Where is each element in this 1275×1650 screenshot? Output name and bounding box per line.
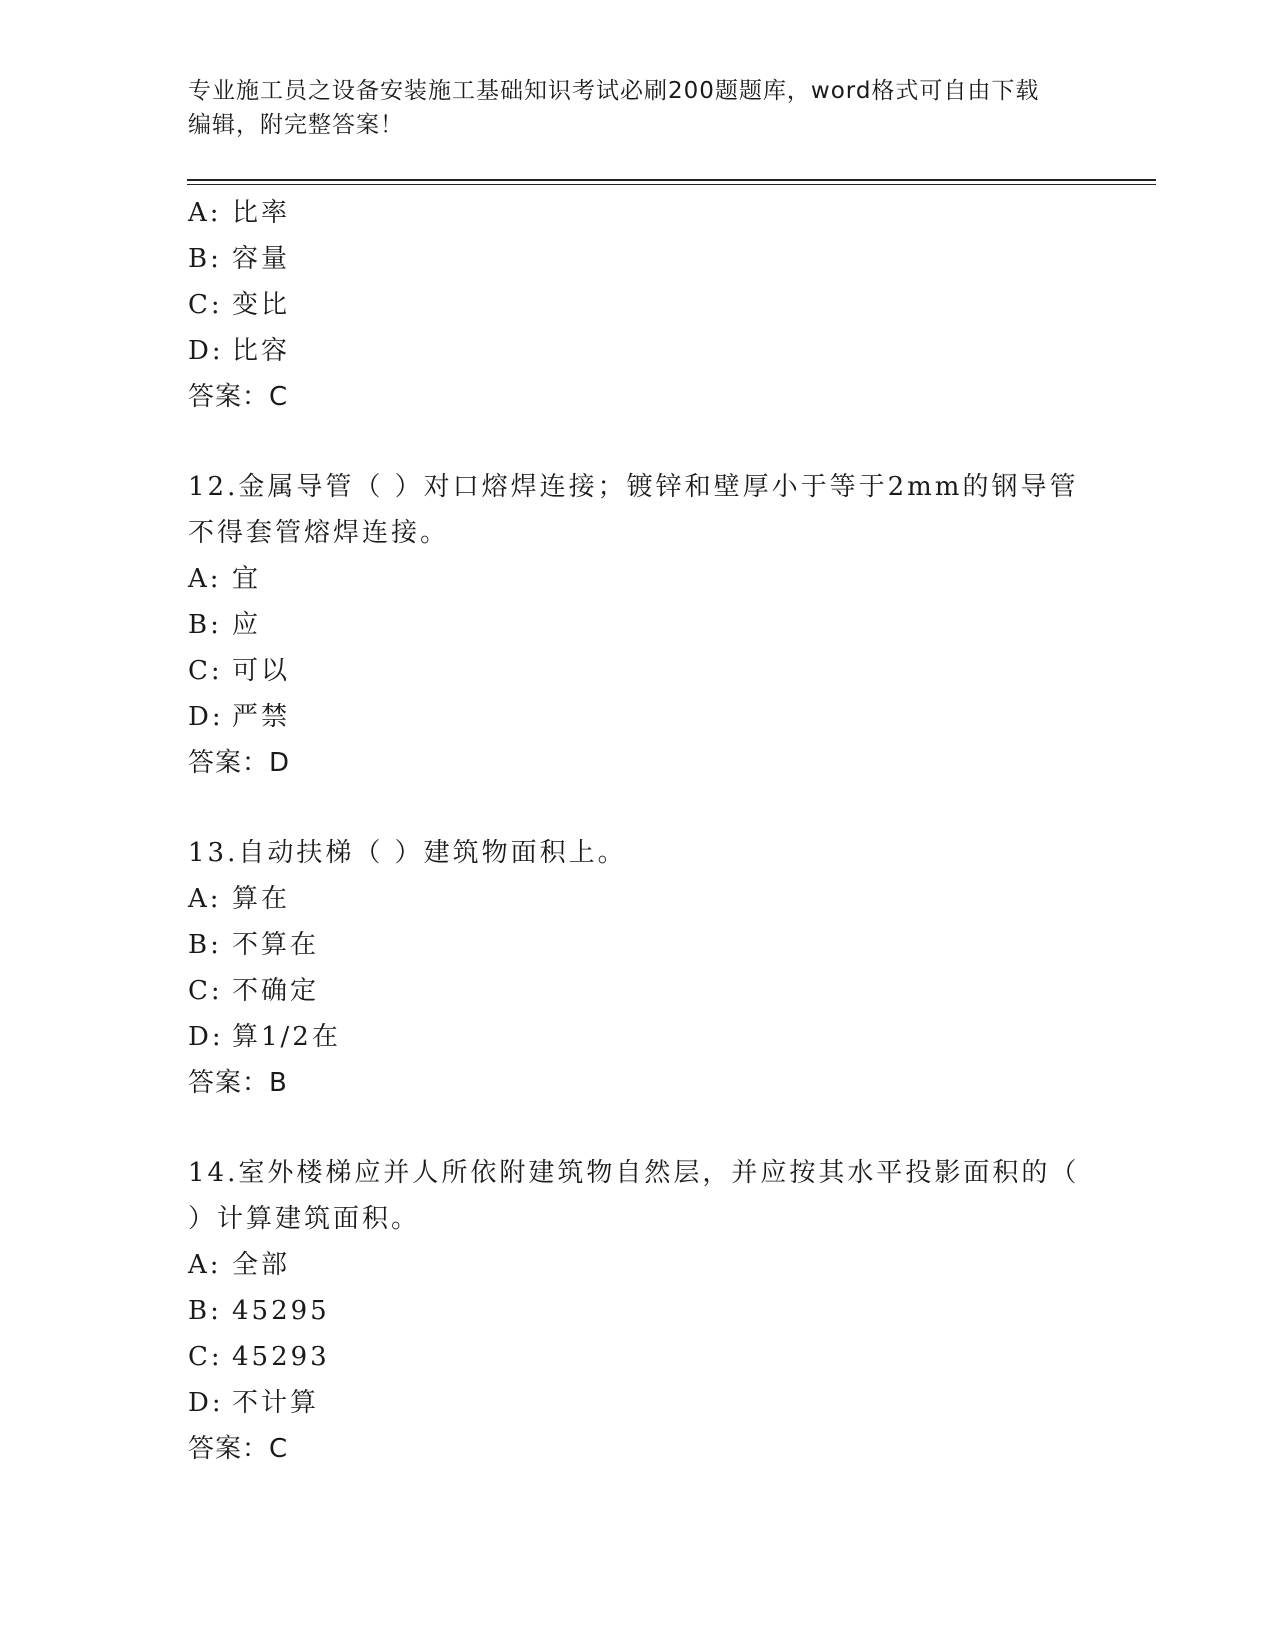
option-b: B: 45295 <box>188 1296 330 1326</box>
question-list <box>188 190 1088 1472</box>
option-a: A: 算在 <box>188 884 291 914</box>
answer-line: 答案：D <box>188 748 291 778</box>
question-14 <box>188 1150 1088 1472</box>
option-a: A: 比率 <box>188 198 291 228</box>
option-a: A: 宜 <box>188 564 262 594</box>
header-line-2: 编辑，附完整答案！ <box>188 112 404 138</box>
answer-line: 答案：C <box>188 1434 289 1464</box>
option-b: B: 应 <box>188 610 262 640</box>
question-stem: 12.金属导管（ ）对口熔焊连接；镀锌和壁厚小于等于2mm的钢导管 <box>188 472 1079 502</box>
option-b: B: 容量 <box>188 244 291 274</box>
option-d: D: 比容 <box>188 336 291 366</box>
option-c: C: 变比 <box>188 290 291 320</box>
option-c: C: 45293 <box>188 1342 330 1372</box>
question-11 <box>188 190 1088 420</box>
header-rule-thin <box>187 184 1156 185</box>
header-rule-thick <box>187 179 1156 181</box>
option-c: C: 不确定 <box>188 976 320 1006</box>
document-header <box>188 74 1068 142</box>
header-line-1: 专业施工员之设备安装施工基础知识考试必刷200题题库，word格式可自由下载 <box>188 78 1040 104</box>
question-stem-continued: ）计算建筑面积。 <box>188 1204 421 1234</box>
question-12 <box>188 464 1088 786</box>
option-d: D: 算1/2在 <box>188 1022 341 1052</box>
answer-line: 答案：B <box>188 1068 288 1098</box>
answer-line: 答案：C <box>188 382 289 412</box>
question-13 <box>188 830 1088 1106</box>
option-d: D: 严禁 <box>188 702 291 732</box>
question-stem-continued: 不得套管熔焊连接。 <box>188 518 450 548</box>
question-stem: 13.自动扶梯（ ）建筑物面积上。 <box>188 838 627 868</box>
option-c: C: 可以 <box>188 656 291 686</box>
option-b: B: 不算在 <box>188 930 320 960</box>
question-stem: 14.室外楼梯应并人所依附建筑物自然层，并应按其水平投影面积的（ <box>188 1158 1080 1188</box>
option-d: D: 不计算 <box>188 1388 320 1418</box>
option-a: A: 全部 <box>188 1250 291 1280</box>
